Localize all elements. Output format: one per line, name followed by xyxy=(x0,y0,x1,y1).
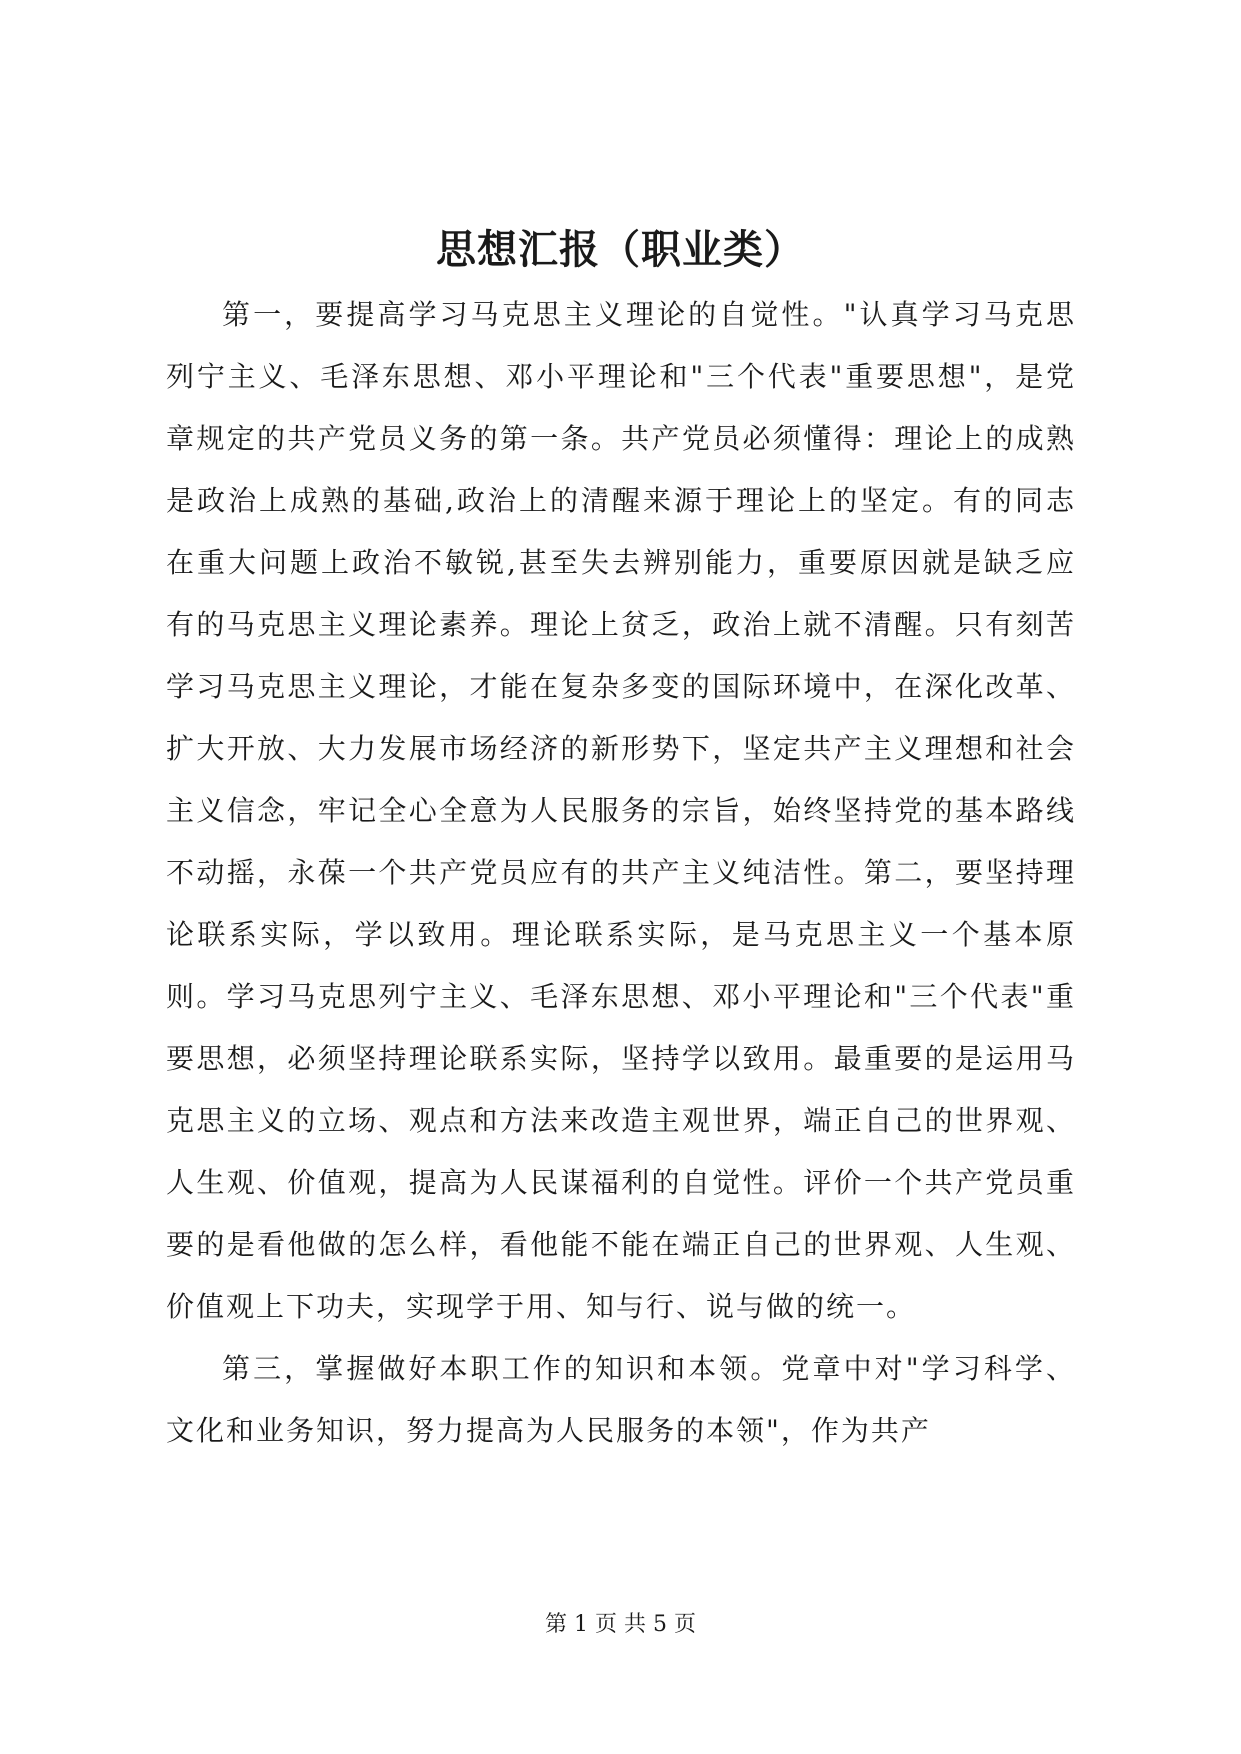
paragraph-1: 第一，要提高学习马克思主义理论的自觉性。"认真学习马克思列宁主义、毛泽东思想、邓小平理论和"三个代表"重要思想"，是党章规定的共产党员义务的第一条。共产党员必须懂得：理论上的成熟是政治上成熟的基础,政治上的清醒来源于理论上的坚定。有的同志在重大问题上政治不敏锐,甚至失去辨别能力，重要原因就是缺乏应有的马克思主义理论素养。理论上贫乏，政治上就不清醒。只有刻苦学习马克思主义理论，才能在复杂多变的国际环境中，在深化改革、扩大开放、大力发展市场经济的新形势下，坚定共产主义理想和社会主义信念，牢记全心全意为人民服务的宗旨，始终坚持党的基本路线不动摇，永葆一个共产党员应有的共产主义纯洁性。第二，要坚持理论联系实际，学以致用。理论联系实际，是马克思主义一个基本原则。学习马克思列宁主义、毛泽东思想、邓小平理论和"三个代表"重要思想，必须坚持理论联系实际，坚持学以致用。最重要的是运用马克思主义的立场、观点和方法来改造主观世界，端正自己的世界观、人生观、价值观，提高为人民谋福利的自觉性。评价一个共产党员重要的是看他做的怎么样，看他能不能在端正自己的世界观、人生观、价值观上下功夫，实现学于用、知与行、说与做的统一。 xyxy=(166,298,1076,1323)
document-title: 思想汇报（职业类） xyxy=(436,227,805,273)
paragraph-2: 第三，掌握做好本职工作的知识和本领。党章中对"学习科学、文化和业务知识，努力提高为人民服务的本领"，作为共产 xyxy=(166,1352,1076,1447)
page-number-footer: 第 1 页 共 5 页 xyxy=(545,1612,696,1637)
document-body xyxy=(166,284,1076,1462)
